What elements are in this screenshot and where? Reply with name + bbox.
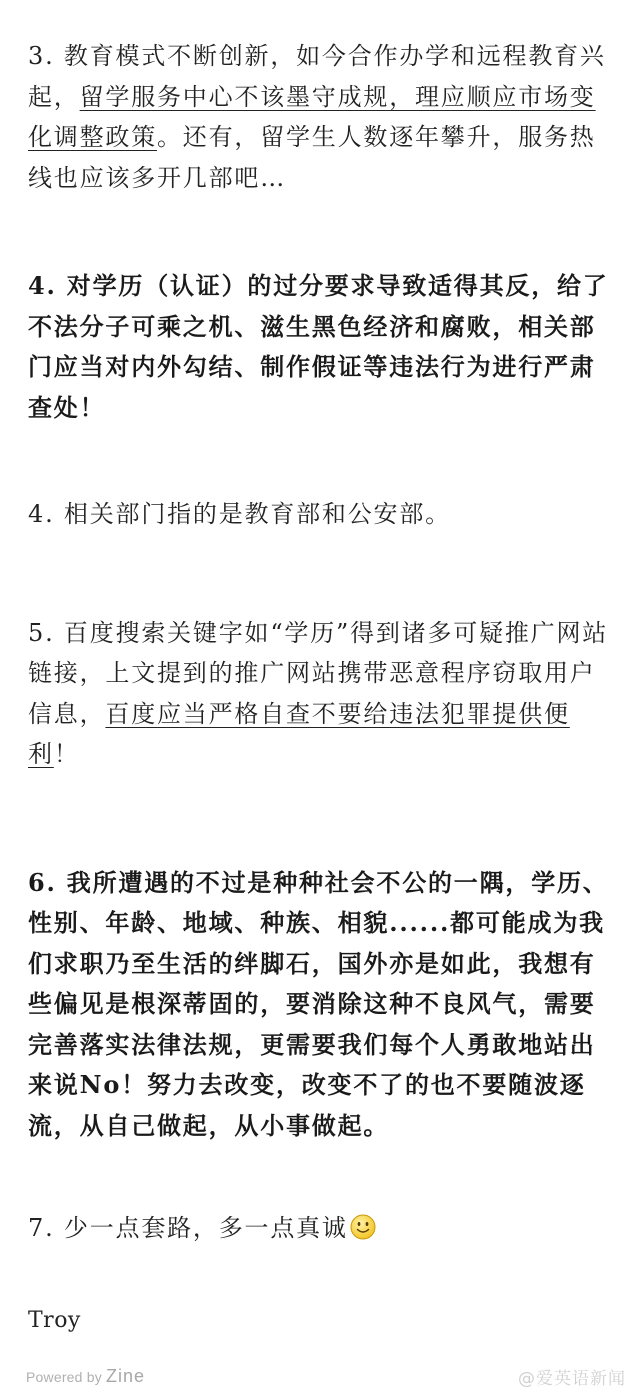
author-signature: Troy [28,1307,81,1333]
powered-by-footer[interactable] [26,1366,145,1387]
paragraph-7-text: 7. 少一点套路，多一点真诚 [28,1214,348,1242]
weibo-watermark: @爱英语新闻 [518,1369,626,1389]
paragraph-4-bold: 4. 对学历（认证）的过分要求导致适得其反，给了不法分子可乘之机、滋生黑色经济和腐败，相关部门应当对内外勾结、制作假证等违法行为进行严肃查处！ [28,271,609,422]
paragraph-6-bold: 6. 我所遭遇的不过是种种社会不公的一隅，学历、性别、年龄、地域、种族、相貌......都可能成为我们求职乃至生活的绊脚石，国外亦是如此，我想有些偏见是根深蒂固的，要消除这种不良风气，需要完善落实法律法规，更需要我们每个人勇敢地站出来说No！努力去改变，改变不了的也不要随波逐流，从自己做起，从小事做起。 [28,867,609,1140]
paragraph-3-lead: 3. 教育模式不断创新，如今合作办学和远程教育兴起， [28,42,606,111]
powered-by-label: Powered by [26,1369,102,1385]
paragraph-5-lead: 5. 百度搜索关键字如“学历”得到诸多可疑推广网站链接，上文提到的推广网站携带恶意程序窃取用户信息， [28,618,609,728]
paragraph-5 [28,613,618,775]
zine-logo: Zine [106,1366,146,1386]
paragraph-5-underlined: 百度应当严格自查不要给违法犯罪提供便利 [28,699,570,768]
paragraph-4-note: 4. 相关部门指的是教育部和公安部。 [28,500,451,528]
paragraph-3-underlined: 留学服务中心不该墨守成规，理应顺应市场变化调整政策 [28,82,596,151]
paragraph-7 [28,1208,618,1249]
smiley-face-icon [350,1214,376,1240]
paragraph-3-tail: 。还有，留学生人数逐年攀升，服务热线也应该多开几部吧… [28,123,596,192]
article-body [28,36,618,1341]
paragraph-5-tail: ！ [53,740,80,768]
paragraph-3 [28,36,618,198]
